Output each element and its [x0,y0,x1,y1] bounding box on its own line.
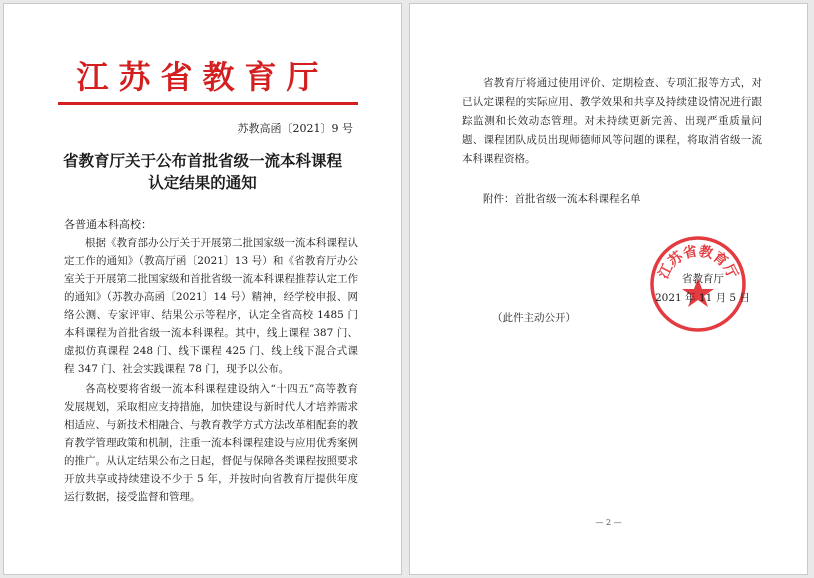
masthead-red-rule [58,102,358,105]
attachment-line: 附件：首批省级一流本科课程名单 [483,193,641,205]
document-number: 苏教高函〔2021〕9 号 [237,122,353,135]
issue-date: 2021 年 11 月 5 日 [655,292,750,304]
body-paragraph-3: 省教育厅将通过使用评价、定期检查、专项汇报等方式，对已认定课程的实际应用、教学效果和共享及持续建设情况进行跟踪监测和长效动态管理。对未持续更新完善、出现严重质量问题、课程团队成员出现师德师风等问题的课程，将取消省级一流本科课程资格。 [462,77,762,165]
title-line-1: 省教育厅关于公布首批省级一流本科课程 [62,151,342,170]
signer-name: 省教育厅 [682,273,724,285]
public-disclosure-note: （此件主动公开） [492,312,576,324]
svg-text:江苏省教育厅: 江苏省教育厅 [655,243,741,282]
body-paragraph-1: 根据《教育部办公厅关于开展第二批国家级一流本科课程认定工作的通知》（教高厅函〔2021〕13 号）和《省教育厅办公室关于开展第二批国家级和首批省级一流本科课程推荐认定工作的通知》（苏教办高函〔2021〕14 号）精神，经学校申报、网络公测、专家评审、结果公示等程序，认定全省高校 1485 门本科课程为首批省级一流本科课程。其中，线上课程 387 门、虚拟仿真课程 248 门、线下课程 425 门、线上线下混合式课程 347 门、社会实践课程 78 门，现予以公布。 [64,237,358,375]
masthead-title: 江苏省教育厅 [76,58,329,96]
body-paragraph-2: 各高校要将省级一流本科课程建设纳入“十四五”高等教育发展规划，采取相应支持措施，加快建设与新时代人才培养需求相适应、与新技术相融合、与教育教学方式方法改革相配套的教育教学管理政策和机制，注重一流本科课程建设与应用优秀案例的推广。从认定结果公布之日起，督促与保障各类课程按照要求开放共享或持续建设不少于 5 年，并按时向省教育厅提供年度运行数据，接受监督和管理。 [64,383,358,503]
title-line-2: 认定结果的通知 [148,173,257,192]
document-title [4,150,401,194]
salutation: 各普通本科高校： [64,218,152,231]
document-page-1 [3,3,402,575]
document-page-2 [409,3,808,575]
page-number: — 2 — [595,518,622,527]
